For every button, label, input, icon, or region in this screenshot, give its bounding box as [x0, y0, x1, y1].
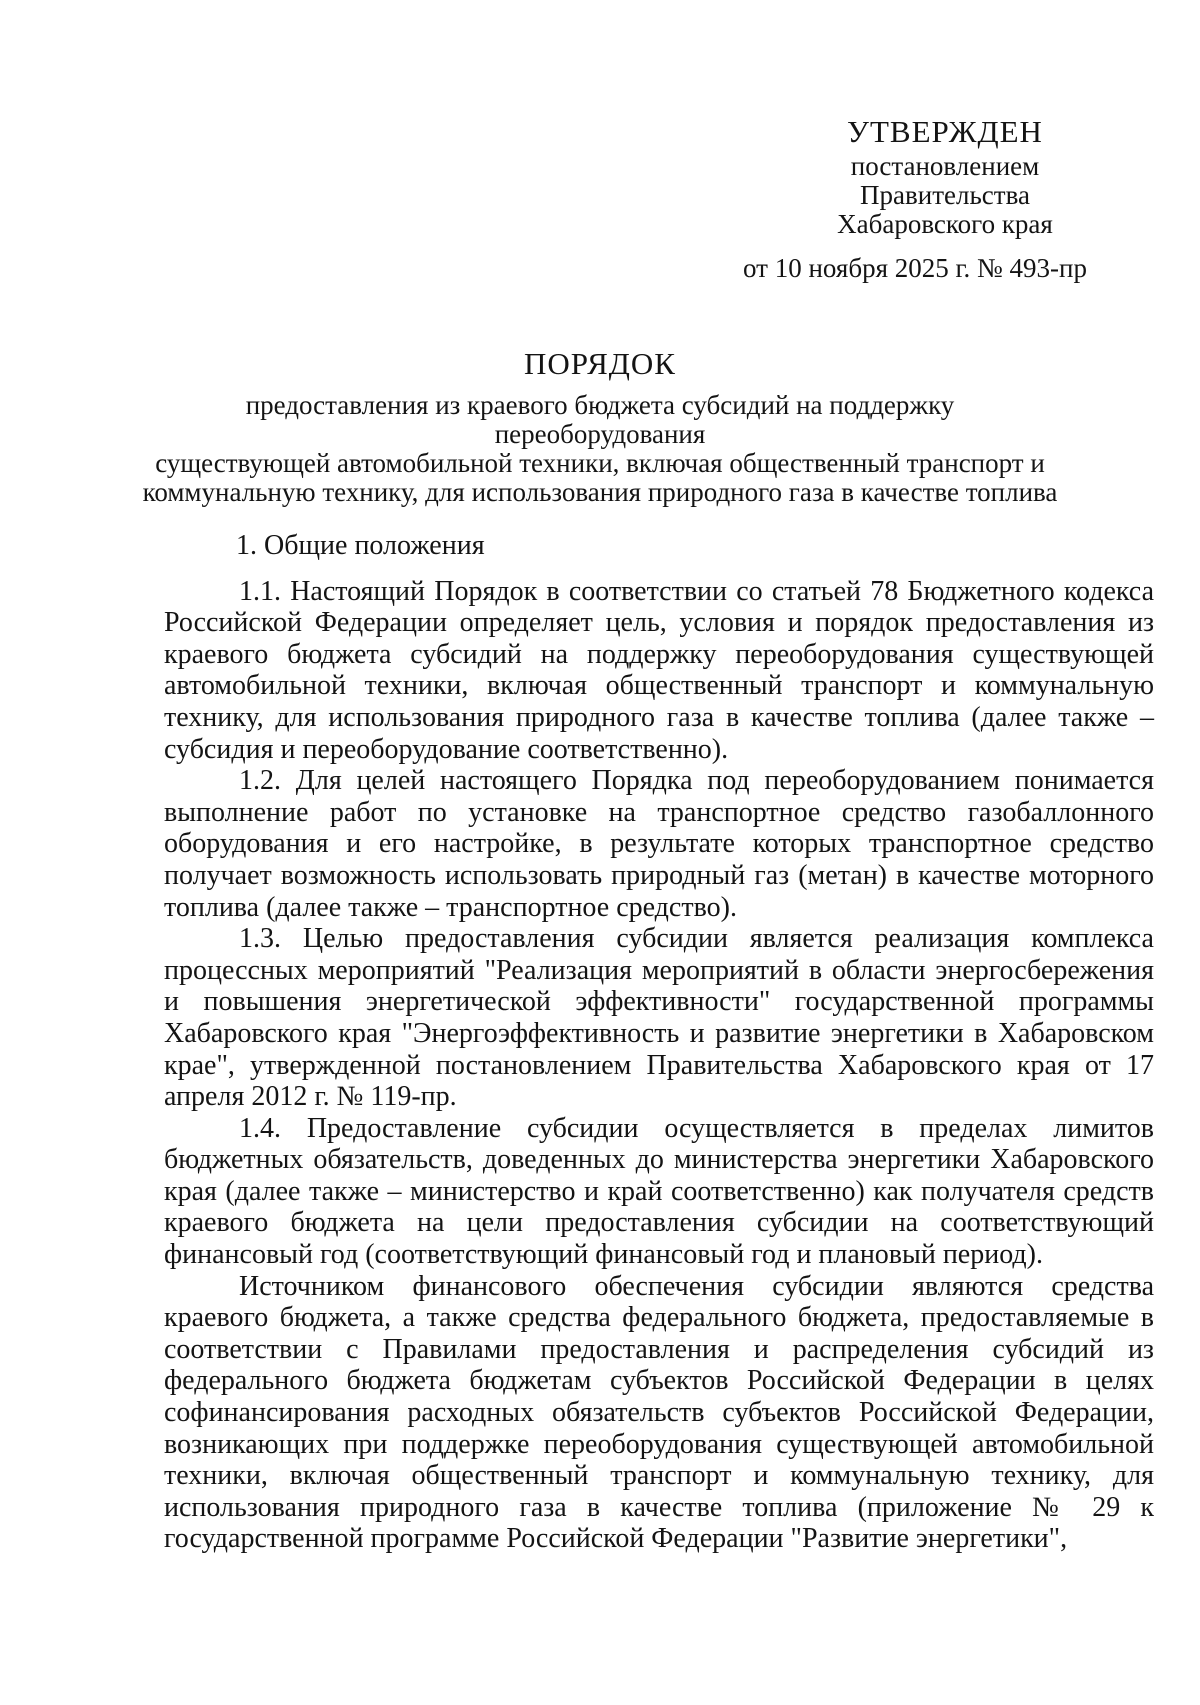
section-heading: 1. Общие положения	[236, 530, 485, 561]
paragraph-1-3: 1.3. Целью предоставления субсидии является реализация комплекса процессных мероприятий "Реализация мероприятий в области энергосбережения и повышения энергетической эффективности" государственной программы Хабаровского края "Энергоэффективность и развитие энергетики в Хабаровском крае", утвержденной постановлением Правительства Хабаровского края от 17 апреля 2012 г. № 119-пр.	[164, 923, 1154, 1113]
title-subtitle-line-1: предоставления из краевого бюджета субсидий на поддержку переоборудования	[245, 390, 955, 449]
paragraph-1-4: 1.4. Предоставление субсидии осуществляется в пределах лимитов бюджетных обязательств, доведенных до министерства энергетики Хабаровского края (далее также – министерство и край соответственно) как получателя средств краевого бюджета на цели предоставления субсидии на соответствующий финансовый год (соответствующий финансовый год и плановый период).	[164, 1112, 1154, 1271]
title-subtitle-line-3: коммунальную технику, для использования природного газа в качестве топлива	[142, 477, 1058, 507]
title-subtitle-line-2: существующей автомобильной техники, включая общественный транспорт и	[155, 448, 1045, 478]
approval-stamp	[700, 112, 1130, 285]
paragraph-1-1: 1.1. Настоящий Порядок в соответствии со статьей 78 Бюджетного кодекса Российской Федерации определяет цель, условия и порядок предоставления из краевого бюджета субсидий на поддержку переоборудования существующей автомобильной техники, включая общественный транспорт и коммунальную технику, для использования природного газа в качестве топлива (далее также – субсидия и переоборудование соответственно).	[164, 575, 1154, 765]
document-body	[164, 530, 1154, 1555]
approval-line-decree: постановлением	[850, 151, 1040, 181]
approval-date: от 10 ноября 2025 г. № 493-пр	[743, 253, 1087, 283]
approval-line-region: Хабаровского края	[837, 209, 1053, 239]
document-title	[140, 345, 1060, 507]
paragraph-1-2: 1.2. Для целей настоящего Порядка под переоборудованием понимается выполнение работ по установке на транспортное средство газобаллонного оборудования и его настройке, в результате которых транспортное средство получает возможность использовать природный газ (метан) в качестве моторного топлива (далее также – транспортное средство).	[164, 765, 1154, 923]
approval-heading: УТВЕРЖДЕН	[847, 114, 1043, 149]
title-main: ПОРЯДОК	[524, 346, 676, 381]
paragraph-funding-source: Источником финансового обеспечения субсидии являются средства краевого бюджета, а также средства федерального бюджета, предоставляемые в соответствии с Правилами предоставления и распределения субсидий из федерального бюджета бюджетам субъектов Российской Федерации в целях софинансирования расходных обязательств субъектов Российской Федерации, возникающих при поддержке переоборудования существующей автомобильной техники, включая общественный транспорт и коммунальную технику, для использования природного газа в качестве топлива (приложение № 29 к государственной программе Российской Федерации "Развитие энергетики",	[164, 1270, 1154, 1555]
approval-line-government: Правительства	[860, 180, 1030, 210]
